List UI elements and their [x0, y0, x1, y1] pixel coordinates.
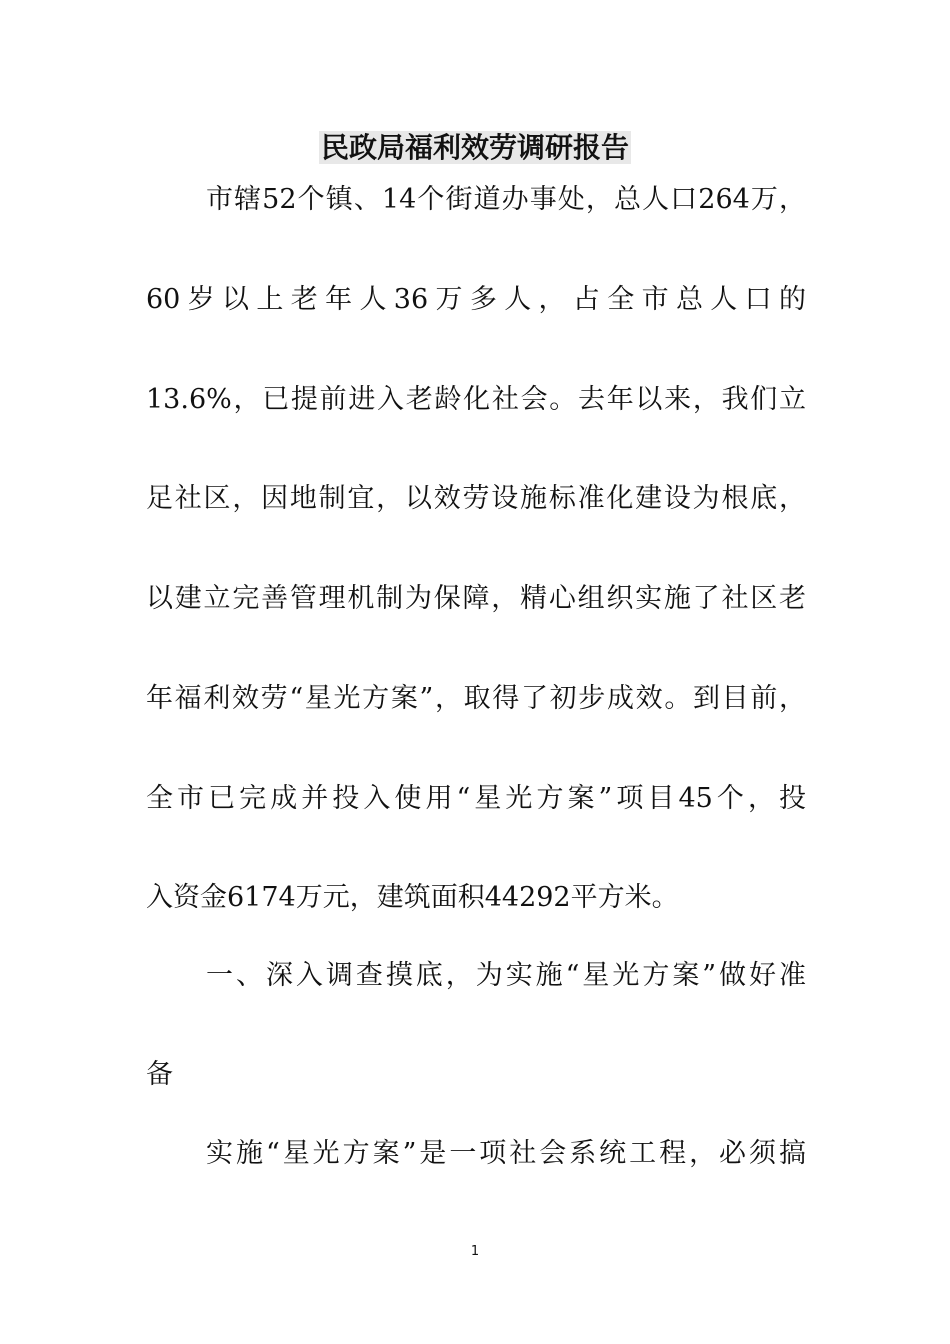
- paragraph-line: 全市已完成并投入使用“星光方案”项目45个，投: [146, 783, 806, 814]
- paragraph-line: 以建立完善管理机制为保障，精心组织实施了社区老: [146, 583, 806, 614]
- paragraph-line: 13.6%，已提前进入老龄化社会。去年以来，我们立: [146, 384, 806, 415]
- page-number: 1: [470, 1244, 480, 1259]
- document-title: 民政局福利效劳调研报告: [320, 131, 629, 164]
- paragraph-line: 入资金6174万元，建筑面积44292平方米。: [146, 882, 679, 913]
- paragraph-line: 60岁以上老年人36万多人，占全市总人口的: [146, 284, 806, 315]
- section-heading-line: 一、深入调查摸底，为实施“星光方案”做好准: [206, 960, 806, 991]
- paragraph-line: 足社区，因地制宜，以效劳设施标准化建设为根底，: [146, 483, 806, 514]
- section-heading-line: 备: [146, 1059, 173, 1090]
- paragraph-line: 实施“星光方案”是一项社会系统工程，必须搞: [206, 1138, 806, 1169]
- paragraph-line: 市辖52个镇、14个街道办事处，总人口264万，: [206, 184, 806, 215]
- paragraph-line: 年福利效劳“星光方案”，取得了初步成效。到目前，: [146, 683, 806, 714]
